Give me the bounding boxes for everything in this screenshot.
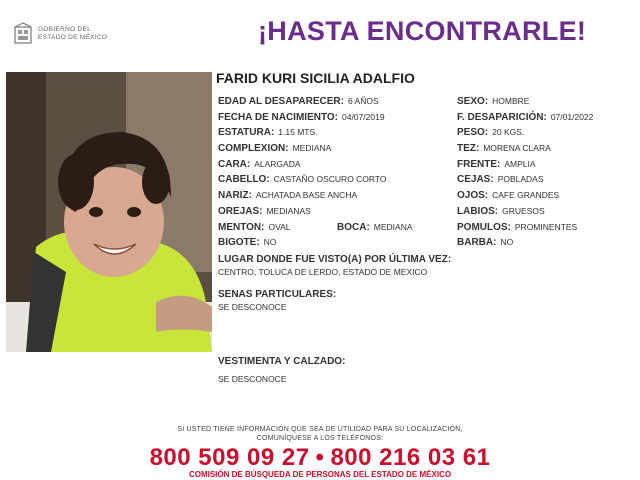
field-age: EDAD AL DESAPARECER: 6 AÑOS	[218, 96, 379, 107]
clothing-value: SE DESCONOCE	[218, 374, 287, 384]
phone-numbers	[0, 444, 640, 472]
government-logo	[12, 20, 152, 50]
logo-line-1: GOBIERNO DEL	[38, 26, 92, 33]
last-seen-location: CENTRO, TOLUCA DE LERDO, ESTADO DE MEXICO	[218, 267, 428, 277]
field-sex: SEXO: HOMBRE	[457, 96, 530, 107]
person-name: FARID KURI SICILIA ADALFIO	[216, 70, 415, 86]
logo-line-2: ESTADO DE MÉXICO	[38, 34, 108, 41]
field-complexion: COMPLEXION: MEDIANA	[218, 143, 332, 154]
field-ears: OREJAS: MEDIANAS	[218, 206, 311, 217]
phone-1[interactable]: 800 509 09 27	[149, 444, 310, 471]
field-beard: BARBA: NO	[457, 237, 514, 248]
info-line-2: COMUNÍQUESE A LOS TELÉFONOS:	[256, 435, 384, 442]
field-height: ESTATURA: 1.15 MTS.	[218, 127, 318, 138]
field-cheekbones: POMULOS: PROMINENTES	[457, 222, 578, 233]
phone-2[interactable]: 800 216 03 61	[330, 444, 491, 471]
field-skin-tone: TEZ: MORENA CLARA	[457, 143, 551, 154]
phone-separator: •	[315, 444, 325, 471]
marks-title: SENAS PARTICULARES:	[218, 289, 337, 300]
field-eyes: OJOS: CAFE GRANDES	[457, 190, 560, 201]
field-hair: CABELLO: CASTAÑO OSCURO CORTO	[218, 174, 387, 185]
field-birth-date: FECHA DE NACIMIENTO: 04/07/2019	[218, 112, 385, 123]
headline: ¡HASTA ENCONTRARLE!	[258, 16, 587, 46]
clothing-title: VESTIMENTA Y CALZADO:	[218, 356, 346, 367]
marks-value: SE DESCONOCE	[218, 302, 287, 312]
missing-person-photo	[6, 72, 212, 352]
commission-name: COMISIÓN DE BÚSQUEDA DE PERSONAS DEL ESTADO DE MÉXICO	[188, 470, 452, 479]
field-face: CARA: ALARGADA	[218, 159, 301, 170]
last-seen-title: LUGAR DONDE FUE VISTO(A) POR ÚLTIMA VEZ:	[218, 254, 452, 265]
field-weight: PESO: 20 KGS.	[457, 127, 525, 138]
field-chin: MENTON: OVAL	[218, 222, 291, 233]
info-line-1: SI USTED TIENE INFORMACIÓN QUE SEA DE UTILIDAD PARA SU LOCALIZACIÓN,	[177, 426, 463, 433]
field-eyebrows: CEJAS: POBLADAS	[457, 174, 544, 185]
field-lips: LABIOS: GRUESOS	[457, 206, 545, 217]
field-mustache: BIGOTE: NO	[218, 237, 277, 248]
field-nose: NARIZ: ACHATADA BASE ANCHA	[218, 190, 358, 201]
field-disappearance-date: F. DESAPARICIÓN: 07/01/2022	[457, 112, 594, 123]
state-emblem-icon	[12, 22, 34, 46]
field-mouth: BOCA: MEDIANA	[337, 222, 413, 233]
field-forehead: FRENTE: AMPLIA	[457, 159, 536, 170]
